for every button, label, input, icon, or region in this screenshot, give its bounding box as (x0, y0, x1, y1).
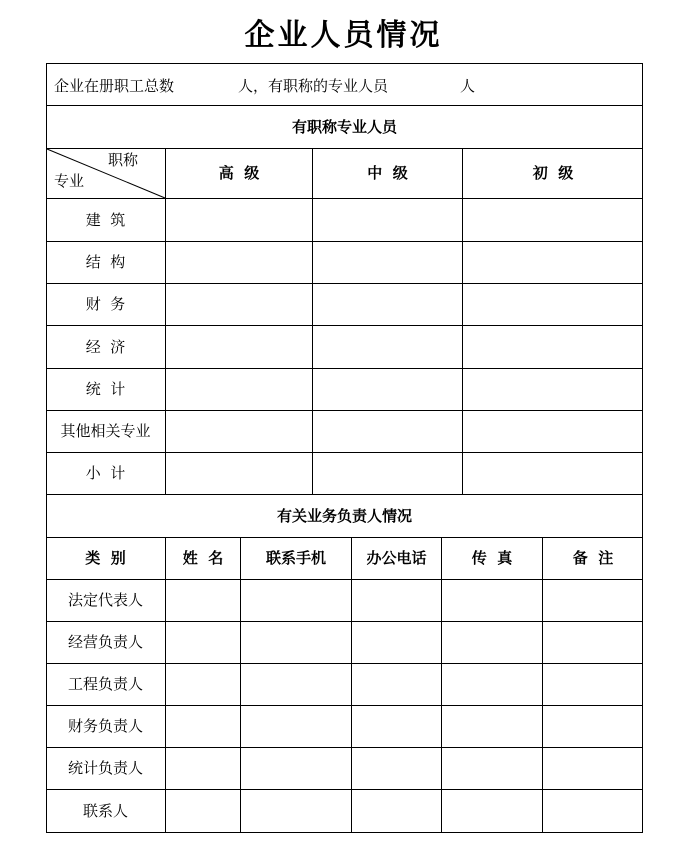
corner-label-title: 职称 (108, 150, 139, 169)
page-title: 企业人员情况 (244, 18, 443, 53)
row-label-legal-rep: 法定代表人 (67, 591, 143, 609)
row-label-economics: 经 济 (85, 337, 126, 356)
column-divider (312, 148, 313, 494)
header-remarks: 备 注 (572, 549, 614, 567)
column-divider (441, 537, 442, 833)
header-name: 姓 名 (182, 549, 224, 567)
summary-middle: 人，有职称的专业人员 (238, 76, 389, 95)
row-label-statistics-lead: 统计负责人 (67, 759, 143, 777)
summary-suffix: 人 (460, 76, 476, 95)
section-title-business-leads: 有关业务负责人情况 (276, 506, 412, 525)
section-title-titled-staff: 有职称专业人员 (291, 117, 397, 136)
row-label-architecture: 建 筑 (85, 210, 126, 229)
row-label-subtotal: 小 计 (85, 464, 126, 482)
header-office-phone: 办公电话 (366, 549, 427, 567)
header-category: 类 别 (85, 549, 126, 567)
column-divider (165, 537, 166, 833)
column-divider (351, 537, 352, 833)
summary-label: 企业在册职工总数 (54, 76, 175, 95)
header-senior: 高 级 (218, 164, 260, 182)
row-label-business-lead: 经营负责人 (67, 633, 143, 651)
corner-label-specialty: 专业 (54, 171, 85, 190)
column-divider (542, 537, 543, 833)
header-intermediate: 中 级 (367, 164, 408, 182)
row-label-contact: 联系人 (82, 801, 128, 820)
row-label-finance: 财 务 (85, 295, 126, 313)
column-divider (165, 148, 166, 494)
column-divider (240, 537, 241, 833)
header-fax: 传 真 (471, 549, 513, 567)
row-label-structure: 结 构 (85, 253, 126, 271)
row-label-engineering-lead: 工程负责人 (67, 675, 143, 693)
row-label-statistics: 统 计 (85, 380, 126, 398)
header-mobile: 联系手机 (265, 549, 326, 567)
column-divider (462, 148, 463, 494)
row-label-other: 其他相关专业 (60, 422, 151, 440)
row-label-finance-lead: 财务负责人 (67, 717, 143, 735)
header-junior: 初 级 (532, 164, 574, 182)
